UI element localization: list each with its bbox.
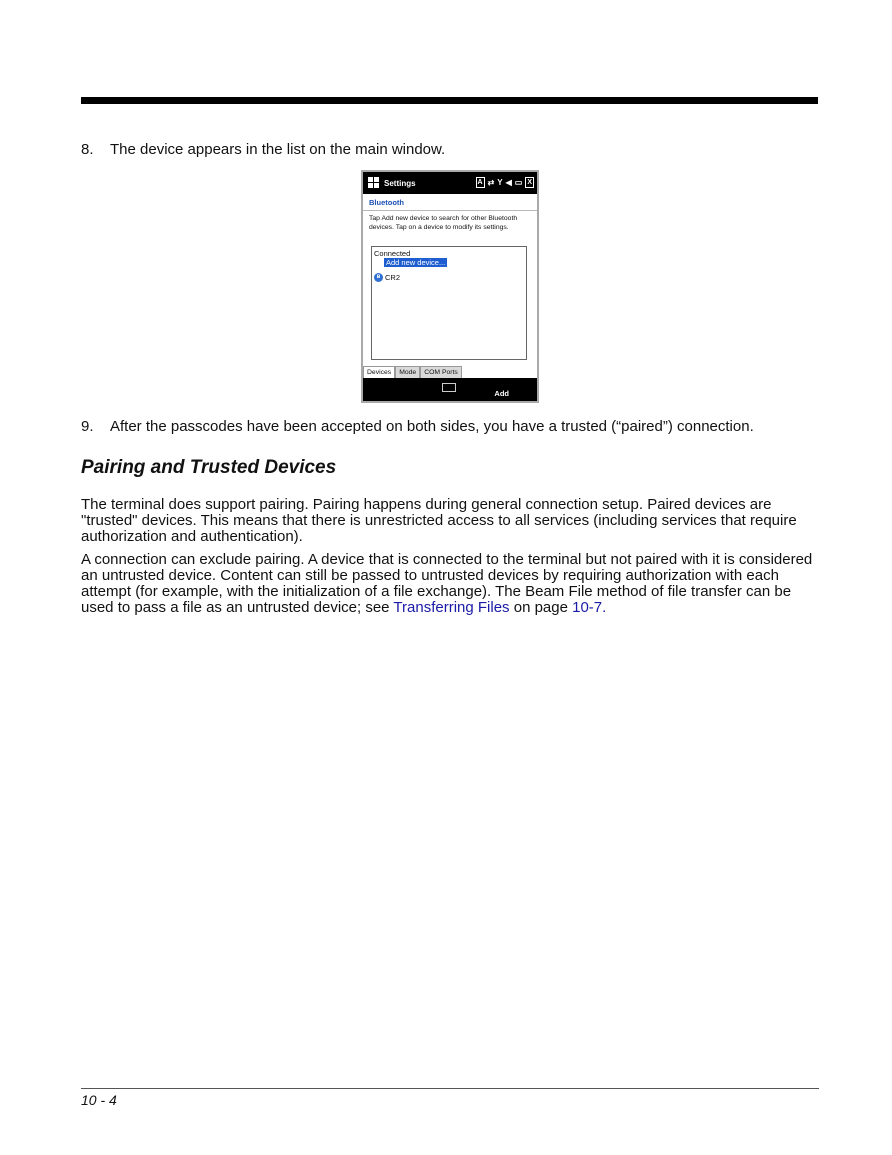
step-text: The device appears in the list on the main window. [110,141,446,158]
tab-mode[interactable]: Mode [395,366,420,378]
step-text: After the passcodes have been accepted on both sides, you have a trusted (“paired”) connection. [110,418,754,435]
paragraph-text: A connection can exclude pairing. A device that is connected to the terminal but not paired with it is considered an untrusted device. Content can still be passed to untrusted devices by requiring authorization with each attempt (for example, with the initialization of a file exchange). The Beam File method of file transfer can be used to pass a file as an untrusted device; see [81,551,813,616]
device-name: CR2 [385,273,401,282]
device-title-bar [363,172,537,194]
device-list [371,246,527,360]
device-list-item[interactable] [374,273,524,282]
battery-icon: ▭ [514,177,523,187]
group-label: Connected [374,249,411,258]
softkey-bar [363,378,537,401]
section-heading: Pairing and Trusted Devices [81,457,337,478]
keyboard-lock-icon: A [477,179,483,186]
header-rule [81,97,818,104]
step-8 [81,141,445,159]
step-number: 8. [81,141,94,158]
volume-icon: ◀ [505,177,512,187]
keyboard-icon[interactable] [442,383,456,392]
device-screenshot [361,170,539,403]
add-softkey[interactable]: Add [494,389,509,398]
status-icons [476,177,535,188]
paragraph-text: on page [509,599,573,616]
close-icon[interactable]: X [527,179,532,186]
paragraph-end: . [602,599,607,616]
page-number: 10 - 4 [81,1092,117,1108]
device-subheader: Bluetooth [363,194,537,211]
device-title: Settings [384,178,416,188]
step-9 [81,418,754,436]
sync-icon: ⇄ [487,177,495,187]
link-transferring-files[interactable]: Transferring Files [393,599,510,616]
paragraph-untrusted [81,552,821,616]
bluetooth-icon: ʙ [374,273,383,282]
step-number: 9. [81,418,94,435]
device-tabs [363,366,537,378]
paragraph-pairing: The terminal does support pairing. Pairing happens during general connection setup. Paired devices are "trusted" devices. This means that there is unrestricted access to all services (including services that require authorization and authentication). [81,496,797,545]
link-page-10-7[interactable]: 10-7 [572,599,603,616]
device-instruction: Tap Add new device to search for other Bluetooth devices. Tap on a device to modify its settings. [369,215,518,231]
tab-com-ports[interactable]: COM Ports [420,366,462,378]
windows-logo-icon [368,177,380,189]
tab-devices[interactable]: Devices [363,366,395,378]
signal-icon: Y [497,177,503,187]
add-new-device-item[interactable]: Add new device... [386,258,446,267]
footer-rule [81,1088,819,1089]
